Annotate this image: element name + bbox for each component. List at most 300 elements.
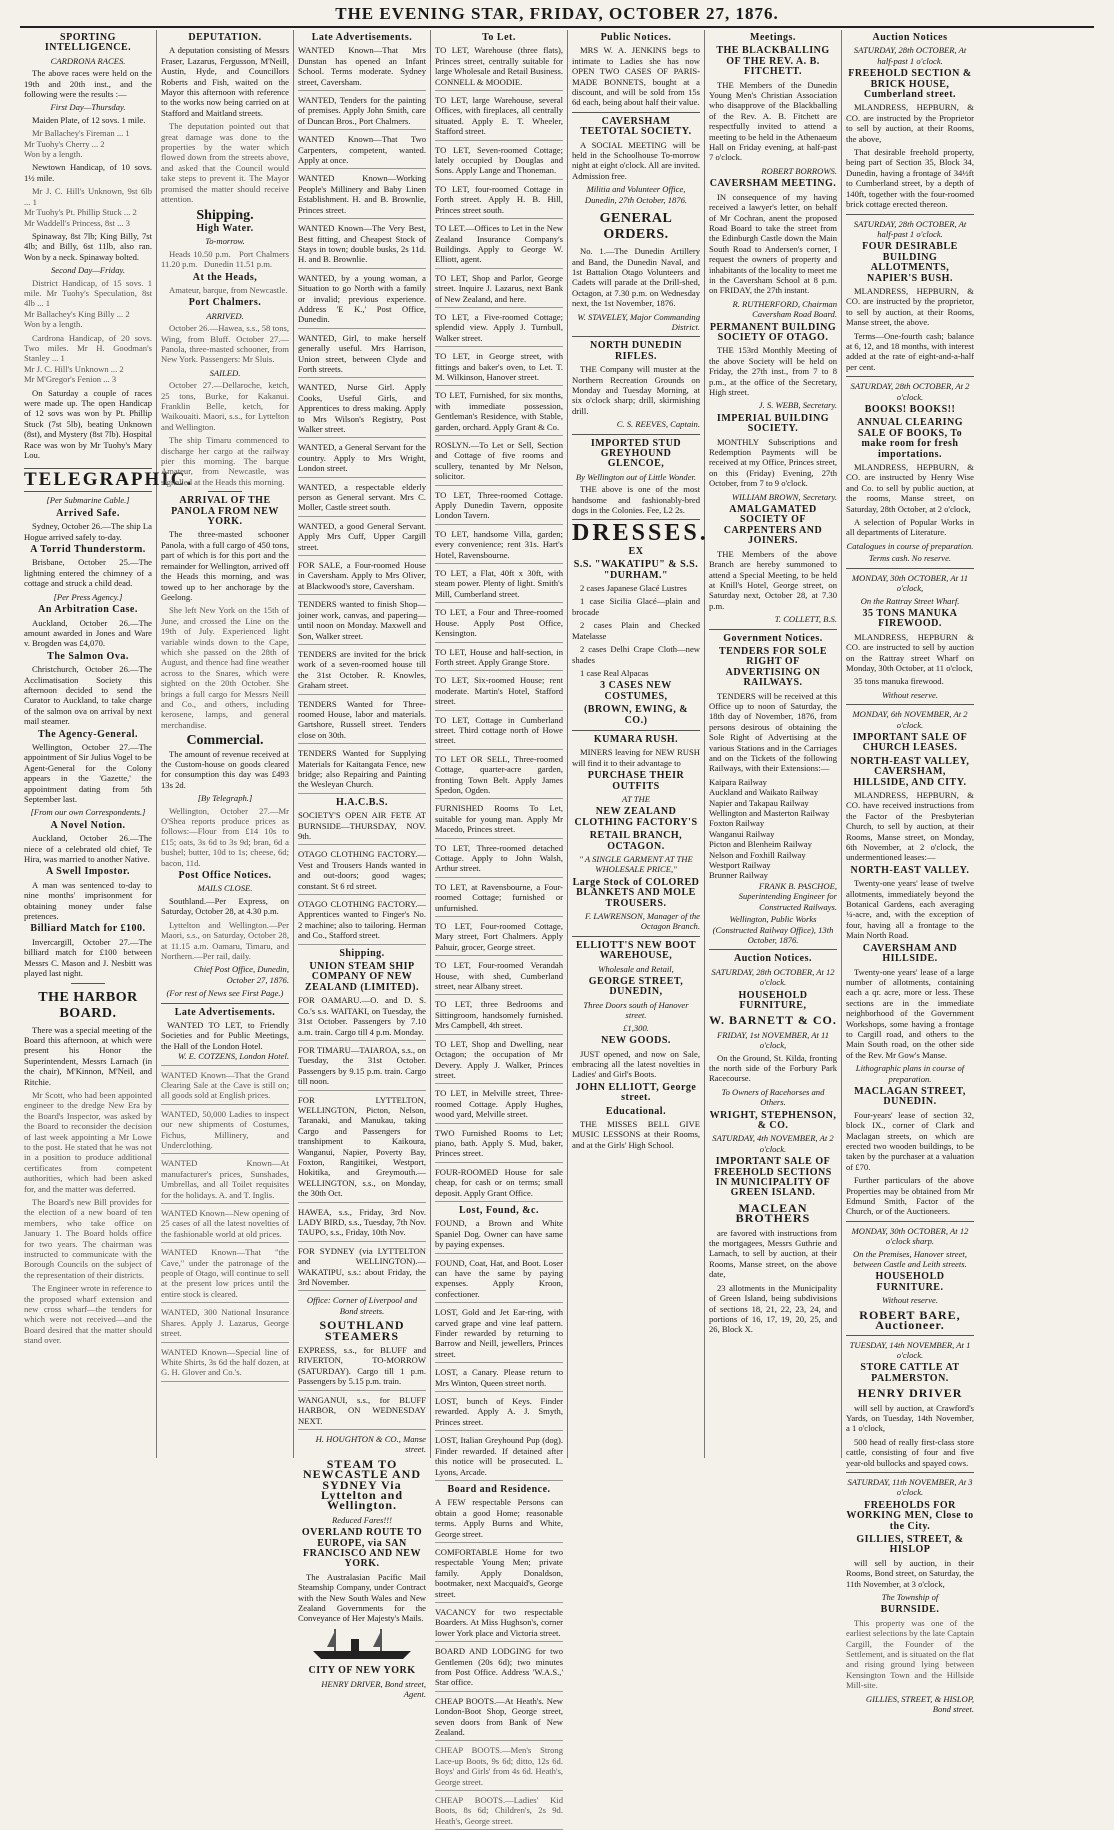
to-let-ad: TO LET, at Ravensbourne, a Four-roomed Cottage; furnished or unfurnished. — [435, 882, 563, 917]
auction-text: 23 allotments in the Municipality of Green Island, being subdivisions of sections 18, 21, 22, 23, 24, and portions of 16, 17, 19, 20, 25, and 26, Block X. — [709, 1282, 837, 1335]
news-text: Invercargill, October 27.—The billiard match for £100 between Messrs C. Mason and J. Nesbitt was played last night. — [24, 936, 152, 979]
board-ad: VACANCY for two respectable Boarders. At Miss Hughson's, corner lower York place and Victoria street. — [435, 1607, 563, 1642]
auction-date: FRIDAY, 1st NOVEMBER, At 11 o'clock, — [716, 1029, 830, 1051]
ad-signature: H. HOUGHTON & CO., Manse street. — [315, 1433, 426, 1455]
advertisement: SOCIETY'S OPEN AIR FETE AT BURNSIDE—THURSDAY, NOV. 9th. — [298, 810, 426, 845]
advertisement: WANTED, a good General Servant. Apply Mrs Cuff, Upper Cargill street. — [298, 521, 426, 556]
dresses-banner: DRESSES. — [572, 520, 709, 547]
divider — [208, 491, 242, 492]
auction-date: SATURDAY, 4th NOVEMBER, At 2 o'clock. — [712, 1133, 834, 1154]
column-7 — [842, 30, 978, 1715]
subheading: Port Chalmers. — [188, 297, 262, 309]
auction-subtitle: NORTH-EAST VALLEY. — [850, 864, 970, 876]
divider — [846, 1472, 974, 1473]
auction-text: Terms—One-fourth cash; balance at 6, 12, and 18 months, with interest added at the rate of eight-and-a-half per cent. — [846, 330, 974, 372]
to-let-ad: TWO Furnished Rooms to Let; piano, bath. Apply S. Mud, baker, Princes street. — [435, 1128, 563, 1163]
auction-note: Without reserve. — [881, 689, 938, 700]
newspaper-columns — [20, 30, 1094, 1826]
notice-text: A SOCIAL MEETING will be held in the Schoolhouse To-morrow night at eight o'clock. All are invited. Admission free. — [572, 139, 700, 181]
ship-names: S.S. "WAKATIPU" & S.S. "DURHAM." — [573, 559, 699, 581]
article-text: A deputation consisting of Messrs Fraser, Lazarus, Fergusson, M'Neill, Austin, Hyde, and Councillors Roberts and Fish, waited on the Mayor this afternoon with reference to the works now being carried on at Stafford and Maitland streets. — [161, 45, 289, 118]
column-3 — [294, 30, 431, 1700]
news-title: The Agency-General. — [37, 728, 139, 740]
race-entries: Mr J. C. Hill's Unknown, 9st 6lb ... 1 Mr Tuohy's Pt. Phillip Stuck ... 2 Mr Waddell's Princess, 8st ... 3 — [24, 186, 152, 228]
article-text: The Board's new Bill provides for the election of a new board of ten members, who take office on January 1. The Board holds office for two years. The chairman was instructed to communicate with the Borough Councils on the subject of the representation of their districts. — [24, 1197, 152, 1280]
railway-item: Picton and Blenheim Railway — [709, 839, 812, 850]
advertisement: WANTED Known—The Very Best, Best fitting, and Cheapest Stock of Stays in town; double busks, 2s 11d. H. and B. Brownlie. — [298, 223, 426, 269]
ad-text: EX — [628, 545, 644, 557]
ad-heading: GEORGE STREET, DUNEDIN, — [588, 976, 684, 998]
auction-text: MLANDRESS, HEPBURN, & CO. are instructed by the Proprietor to sell by auction, at their Rooms, the above, — [846, 102, 974, 144]
auction-date: MONDAY, 30th OCTOBER, At 12 o'clock sharp. — [851, 1225, 969, 1247]
advertisement: WANTED Known—Working People's Millinery and Baby Linen Establishment. H. and B. Brownlie, Princes street. — [298, 173, 426, 219]
ad-signature: W. E. COTZENS, London Hotel. — [178, 1051, 289, 1062]
ad-heading: KUMARA RUSH. — [593, 733, 679, 745]
article-text: Mr Scott, who had been appointed engineer to the dredge New Era by the Board's Inspector, was asked by the Board to reconsider the decision of last week appointing a Mr Lowe to the post. He stated that he was not in a position to produce additional certificates from competent authorities, which had been asked for, and the matter was deferred. — [24, 1089, 152, 1194]
news-title: ARRIVAL OF THE PANOLA FROM NEW YORK. — [171, 495, 279, 528]
auction-note: Lithographic plans in course of preparation. — [855, 1063, 965, 1084]
news-title: A Torrid Thunderstorm. — [30, 544, 146, 556]
auction-text: MLANDRESS, HEPBURN, & CO. have received instructions from the Factor of the Presbyterian Church, to sell by auction, at their Rooms, Manse street, on Monday, 6th November, at 2 o'clock, the undermentioned leases:— — [846, 790, 974, 863]
auction-title: ANNUAL CLEARING SALE OF BOOKS, To make room for fresh importations. — [856, 417, 964, 460]
notice-text: MRS W. A. JENKINS begs to intimate to Ladies she has now OPEN TWO CASES OF PARIS-MADE BONNETS, bought at a discount, and will be sold from 15s 6d each, being about half their value. — [572, 45, 700, 108]
notice-title: IMPERIAL BUILDING SOCIETY. — [716, 412, 830, 435]
signature: FRANK B. PASCHOE, Superintending Engineer for Constructed Railways. — [738, 880, 837, 912]
race-result: Newtown Handicap, of 10 sovs. 1½ mile. — [24, 162, 152, 183]
ad-text: The Australasian Pacific Mail Steamship Company, under Contract with the New South Wales and New Zealand Governments for the Conveyance of Her Majesty's Mails. — [298, 1571, 426, 1624]
auction-title: BURNSIDE. — [880, 1604, 940, 1616]
goods-item: 1 case Real Alpacas — [580, 667, 649, 678]
auction-date: SATURDAY, 28th OCTOBER, At 12 o'clock. — [711, 966, 835, 988]
article-text: The amount of revenue received at the Custom-house on goods cleared for consumption this day was £493 13s 2d. — [161, 748, 289, 790]
to-let-ad: TO LET, large Warehouse, several Offices, with fireplaces, all centrally situated. Apply E. T. Wheeler, Stafford street. — [435, 95, 563, 141]
ad-heading: NEW ZEALAND CLOTHING FACTORY'S — [574, 806, 698, 828]
news-title: Billiard Match for £100. — [30, 923, 146, 935]
to-let-ad: TO LET, House and half-section, in Forth street. Apply Grange Store. — [435, 647, 563, 672]
auction-text: 35 tons manuka firewood. — [854, 676, 944, 687]
to-let-ad: TO LET, Four-roomed Cottage, Mary street, Fort Chalmers. Apply Pahuir, grocer, George street. — [435, 921, 563, 956]
auction-note: Terms cash. No reserve. — [868, 553, 952, 564]
advertisement: CHEAP BOOTS.—At Heath's. New London-Boot Shop, George street, seven doors from Bank of New Zealand. — [435, 1696, 563, 1742]
divider — [572, 730, 700, 731]
voyage-notice: FOR TIMARU—TAIAROA, s.s., on Tuesday, the 31st October. Passengers by 9.15 p.m. train. Cargo till noon. — [298, 1045, 426, 1091]
news-text: Auckland, October 26.—The amount awarded in Jones and Ware v. Brogden was £4,070. — [24, 617, 152, 649]
advertisement: WANTED Known—That Two Carpenters, competent, wanted. Apply at once. — [298, 134, 426, 169]
ad-heading: RETAIL BRANCH, OCTAGON. — [589, 830, 683, 852]
notice-title: GENERAL ORDERS. — [599, 211, 673, 243]
advertisement: TENDERS Wanted for Supplying Materials for Kaitangata Fence, new bridge; also Repairing and Painting the Wesleyan Church. — [298, 748, 426, 794]
auction-date: MONDAY, 6th NOVEMBER, At 2 o'clock. — [852, 709, 968, 730]
ad-heading: STEAM TO NEWCASTLE AND SYDNEY Via Lyttelton and Wellington. — [302, 1456, 422, 1513]
advertisement: CHEAP BOOTS.—Ladies' Kid Boots, 8s 6d; Children's, 2s 9d. Heath's, George street. — [435, 1795, 563, 1830]
to-let-ad: TO LET, Cottage in Cumberland street. Third cottage north of Howe street. — [435, 715, 563, 750]
advertisement — [161, 1020, 289, 1066]
auction-title: IMPORTANT SALE OF FREEHOLD SECTIONS IN MUNICIPALITY OF GREEN ISLAND. — [714, 1156, 832, 1199]
advertisement: WANTED Known—Special line of White Shirts, 3s 6d the half dozen, at G. H. Glover and Co.'s. — [161, 1347, 289, 1382]
voyage-notice: HAWEA, s.s., Friday, 3rd Nov. LADY BIRD, s.s., Tuesday, 7th Nov. TAUPO, s.s., Friday, 10th Nov. — [298, 1207, 426, 1242]
subheading: [From our own Correspondents.] — [30, 807, 146, 818]
subheading: High Water. — [196, 222, 254, 234]
to-let-ad: TO LET, four-roomed Cottage in Forth street. Apply H. B. Hill, Princes street south. — [435, 184, 563, 219]
auction-text: On the Ground, St. Kilda, fronting the north side of the Forbury Park Racecourse. — [709, 1052, 837, 1084]
article-text: Wellington, October 27.—Mr O'Shea reports produce prices as follows:—Flour from £14 10s to £15; oats, 3s 6d to 3s 9d; bran, 6d a bushel; butter, 10d to 1s; cheese, 6d; bacon, 11d. — [161, 805, 289, 868]
advertisement: WANTED, 300 National Insurance Shares. Apply J. Lazarus, George street. — [161, 1307, 289, 1342]
auction-text: MLANDRESS, HEPBURN, & CO. are instructed by the proprietor, to sell by auction, at their Rooms, Manse street, the above. — [846, 285, 974, 328]
advertisement: WANTED Known—That the Grand Clearing Sale at the Cave is still on; all goods sold at English prices. — [161, 1070, 289, 1105]
ad-heading: 3 CASES NEW COSTUMES, — [600, 680, 672, 702]
auction-title: NORTH-EAST VALLEY, CAVERSHAM, HILLSIDE, AND CITY. — [850, 755, 970, 788]
lost-found-ad: LOST, a Canary. Please return to Mrs Winton, Queen street north. — [435, 1367, 563, 1392]
steamship-illustration — [298, 1627, 426, 1663]
advertisement: WANTED Known—New opening of 25 cases of all the latest novelties of the fashionable world at old prices. — [161, 1208, 289, 1243]
railway-item: Auckland and Waikato Railway — [709, 787, 819, 798]
ad-text: £1,300. — [623, 1022, 649, 1033]
notice-text: THE Company will muster at the Northern Recreation Grounds on Monday and Tuesday Morning, at six o'clock sharp; drill, skirmishing drill. — [572, 364, 700, 416]
section-heading: Government Notices. — [723, 632, 823, 644]
section-heading: DEPUTATION. — [188, 32, 262, 43]
news-title: Arrived Safe. — [56, 507, 120, 519]
divider — [572, 936, 700, 937]
auction-title: STORE CATTLE AT PALMERSTON. — [860, 1362, 960, 1384]
news-title: A Novel Notion. — [50, 819, 126, 831]
railway-item: Wanganui Railway — [709, 828, 775, 839]
article-text: There was a special meeting of the Board this afternoon, at which were present his Honor the Superintendent, Messrs Larnach (in the chair), M'Kinnon, M'Neil, and Ritchie. — [24, 1024, 152, 1087]
divider — [846, 1335, 974, 1336]
lost-found-ad: FOUND, a Brown and White Spaniel Dog. Owner can have same by paying expenses. — [435, 1218, 563, 1253]
divider — [161, 1003, 289, 1004]
column-4 — [431, 30, 568, 1826]
auction-date: MONDAY, 30th OCTOBER, At 11 o'clock, — [851, 572, 969, 594]
auction-subtitle: To Owners of Racehorses and Others. — [721, 1086, 825, 1108]
advertisement: WANTED, by a young woman, a Situation to go North with a family or invalid; previous experience. Address 'E K.,' Post Office, Dunedin. — [298, 273, 426, 329]
ad-text: AT THE — [622, 793, 650, 804]
auctioneer-name: ROBERT BARE, Auctioneer. — [859, 1307, 961, 1333]
auctioneer-name: HENRY DRIVER — [857, 1386, 963, 1401]
news-text: Christchurch, October 26.—The Acclimatisation Society this afternoon decided to send the Curator to Auckland, to take charge of the salmon ova on arrival by next mail steamer. — [24, 664, 152, 727]
article-text: The above races were held on the 19th and 20th inst., and the following were the results :— — [24, 68, 152, 100]
signature: Chief Post Office, Dunedin, October 27, 1876. — [193, 964, 289, 985]
news-title: A Swell Impostor. — [46, 866, 130, 878]
auction-date: SATURDAY, 28th OCTOBER, At half-past 1 o'clock. — [853, 218, 967, 239]
to-let-ad: TO LET, Six-roomed House; rent moderate. Martin's Hotel, Stafford street. — [435, 675, 563, 710]
ad-text: WANTED TO LET, to Friendly Societies and for Public Meetings, the Hall of the London Hotel. — [161, 1019, 289, 1051]
auction-location: On the Rattray Street Wharf. — [860, 595, 960, 606]
to-let-ad: TO LET.—Offices to Let in the New Zealand Insurance Company's Buildings. Apply to George W. Elliott, agent. — [435, 223, 563, 269]
signature: W. STAVELEY, Major Commanding District. — [577, 311, 700, 332]
section-heading: Public Notices. — [600, 32, 672, 43]
advertisement: WANTED, Girl, to make herself generally useful. Mrs Harrison, Union street, between Clyde and Forth streets. — [298, 333, 426, 379]
notice-title: CAVERSHAM MEETING. — [709, 178, 837, 190]
tide-table: Heads 10.50 p.m. Port Chalmers 11.20 p.m. Dunedin 11.51 p.m. — [161, 248, 289, 270]
advertisement: TENDERS are invited for the brick work of a seven-roomed house till the 31st October. R. Knowles, Graham street. — [298, 649, 426, 695]
to-let-ad: TO LET, Three-roomed Cottage. Apply Dunedin Tavern, opposite London Tavern. — [435, 490, 563, 525]
goods-item: 2 cases Plain and Checked Matelasse — [572, 620, 700, 641]
notice-subtitle: Militia and Volunteer Office, Dunedin, 27th October, 1876. — [584, 184, 688, 205]
article-text: Lyttelton and Wellington.—Per Maori, s.s., on Saturday, October 28, at 11.15 a.m. Oamaru, Timaru, and Northern.—Per rail, daily. — [161, 919, 289, 961]
advertisement: TENDERS wanted to finish Shop—joiner work, canvas, and papering—until noon on Monday. Maxwell and Son, Walker street. — [298, 599, 426, 645]
railway-list — [709, 777, 837, 881]
auction-title: FREEHOLD SECTION & BRICK HOUSE, Cumberland street. — [848, 68, 972, 101]
notice-title: TENDERS FOR SOLE RIGHT OF ADVERTISING ON RAILWAYS. — [718, 645, 828, 689]
to-let-ad: TO LET, a Four and Three-roomed House. Apply Post Office, Kensington. — [435, 607, 563, 642]
to-let-ad: TO LET, Four-roomed Verandah House, with shed, Cumberland street, near Albany street. — [435, 960, 563, 995]
signature: C. S. REEVES, Captain. — [616, 419, 700, 430]
auction-title: 35 TONS MANUKA FIREWOOD. — [862, 607, 958, 630]
notice-text: THE MISSES BELL GIVE MUSIC LESSONS at their Rooms, and at the Girls' High School. — [572, 1118, 700, 1150]
news-title: The Salmon Ova. — [47, 650, 129, 662]
advertisement: WANTED Known—That Mrs Dunstan has opened an Infant School. Terms moderate. Sydney street, Caversham. — [298, 45, 426, 91]
railway-item: Napier and Takapau Railway — [709, 797, 809, 808]
advertisement: OTAGO CLOTHING FACTORY.—Vest and Trousers Hands wanted in and out-doors; good wages; constant. St 6 rd street. — [298, 849, 426, 895]
advertisement: OTAGO CLOTHING FACTORY.—Apprentices wanted to Finger's No. 2 machine; also to tailoring. Herman and Co., Stafford street. — [298, 899, 426, 945]
auction-note: Without reserve. — [881, 1295, 938, 1306]
divider — [709, 949, 837, 950]
auction-text: This property was one of the earliest selections by the late Captain Cargill, the Founder of the Settlement, and is situated on the flat and rising ground lying between Kensington Town and the Hillside Mill-site. — [846, 1617, 974, 1691]
article-text: October 26.—Hawea, s.s., 58 tons, Wing, from Bluff. October 27.—Panola, three-masted schooner, from New York. Passengers: Mr Sluis. — [161, 323, 289, 365]
railway-item: Westport Railway — [709, 860, 771, 871]
article-text: Amateur, barque, from Newcastle. — [169, 284, 288, 295]
to-let-ad: FOUR-ROOMED House for sale cheap, for cash or on terms; small deposit. Apply Grant Office. — [435, 1167, 563, 1202]
auction-text: MLANDRESS, HEPBURN & CO. are instructed to sell by auction on the Rattray street Wharf on Monday, 30th October, at 11 o'clock, — [846, 631, 974, 673]
section-heading: Shipping. — [339, 947, 385, 959]
auction-text: Twenty-one years' lease of a large number of allotments, containing each a qr. acre, more or less. These sections are in the immediate neighborhood of the Government Workshops, some having a frontage to Cargill road, and others to the Main South road, on the other side of the Rev. Mr Gow's Manse. — [846, 966, 974, 1060]
news-title: Post Office Notices. — [178, 870, 272, 882]
notice-title: NORTH DUNEDIN RIFLES. — [590, 340, 682, 362]
to-let-ad: TO LET OR SELL, Three-roomed Cottage, quarter-acre garden, fronting Town Belt. Apply James Spedon, Ogden. — [435, 754, 563, 800]
article-text: The deputation pointed out that great damage was done to the properties by the water which flowed down from the streets above, and asked that the Council would take steps to prevent it. The Mayor promised the matter should receive attention. — [161, 121, 289, 205]
auction-title: IMPORTANT SALE OF CHURCH LEASES. — [852, 731, 968, 754]
goods-item: 2 cases Delhi Crape Cloth—new shades — [572, 644, 700, 665]
article-text: The ship Timaru commenced to discharge her cargo at the railway pier this morning. The barque Amateur, from Newcastle, was signalled at the Heads this morning. — [161, 435, 289, 487]
divider — [846, 704, 974, 705]
article-text: She left New York on the 15th of June, and crossed the Line on the 19th of July. Experienced light variable winds down to the Cape, which she passed on the 28th of August, and thence had fine weather across to the Snares, which were sighted on the 20th October. She brings a full cargo for Messrs Neill and Co., and others, including kerosene, lamps, and general merchandise. — [161, 605, 289, 730]
ad-signature: F. LAWRENSON, Manager of the Octagon Branch. — [584, 911, 700, 932]
divider — [846, 214, 974, 215]
advertisement: WANTED Known—That "the Cave," under the patronage of the people of Otago, will continue to sell at the present low prices until the entire stock is cleared. — [161, 1247, 289, 1303]
signature: J. S. WEBB, Secretary. — [758, 400, 837, 411]
column-5 — [568, 30, 709, 1458]
ad-signature: JOHN ELLIOTT, George street. — [575, 1081, 697, 1104]
ad-heading: PURCHASE THEIR OUTFITS — [587, 770, 685, 792]
ad-text: Wholesale and Retail, — [598, 963, 674, 974]
auction-title: FOUR DESIRABLE BUILDING ALLOTMENTS, NAPIER'S BUSH. — [862, 241, 958, 284]
to-let-ad: TO LET, a Flat, 40ft x 30ft, with steam power. Plenty of light. Smith's Mill, Cumberland street. — [435, 568, 563, 603]
advertisement: CHEAP BOOTS.—Men's Strong Lace-up Boots, 9s 6d; ditto, 12s 6d. Boys' and Girls' from 4s 6d. Heath's, George street. — [435, 1745, 563, 1791]
notice-title: THE BLACKBALLING OF THE REV. A. B. FITCHETT. — [716, 45, 830, 78]
board-ad: BOARD AND LODGING for two Gentlemen (20s 6d); two minutes from Post Office. Address 'W.A.S.,' Star office. — [435, 1646, 563, 1692]
auction-text: MLANDRESS, HEPBURN, & CO. are instructed by Henry Wise and Co. to sell by public auction, at the rooms, Manse street, on Saturday, 28th October, at 2 o'clock, — [846, 462, 974, 514]
divider — [846, 1221, 974, 1222]
lost-found-ad: LOST, bunch of Keys. Finder rewarded. Apply A. J. Smyth, Princes street. — [435, 1396, 563, 1431]
subheading: To-morrow. — [205, 236, 245, 247]
auction-text: That desirable freehold property, being part of Section 35, Block 34, Dunedin, having a frontage of 34½ft to Cumberland street, by a depth of 140ft, together with the four-roomed brick cottage erected thereon. — [846, 147, 974, 210]
subheading: At the Heads, — [192, 271, 258, 283]
note: (For rest of News see First Page.) — [166, 988, 284, 999]
race-entries: District Handicap, of 15 sovs. 1 mile. Mr Tuohy's Speculation, 8st 4lb ... 1 Mr Ballachey's King Billy ... 2 Won by a length. — [24, 277, 152, 330]
notice-text: THE 153rd Monthly Meeting of the above Society will be held on Friday, the 27th inst., from 7 to 8 p.m., at the office of the Secretary, High street. — [709, 345, 837, 397]
ad-text: " A SINGLE GARMENT AT THE WHOLESALE PRICE," — [579, 854, 693, 875]
to-let-ad: TO LET, three Bedrooms and Sittingroom, handsomely furnished. Mrs Campbell, 4th street. — [435, 999, 563, 1034]
newspaper-title: THE EVENING STAR, FRIDAY, OCTOBER 27, 1876. — [335, 4, 779, 23]
section-heading: Late Advertisements. — [174, 1006, 276, 1018]
signature: T. COLLETT, B.S. — [774, 614, 837, 625]
to-let-ad: TO LET, in Melville street, Three-roomed Cottage. Apply Hughes, wood yard, Melville street. — [435, 1088, 563, 1123]
shipping-heading: Shipping. — [196, 207, 254, 223]
ad-heading: H.A.C.B.S. — [336, 796, 388, 808]
divider — [572, 336, 700, 337]
subheading: SAILED. — [209, 367, 241, 378]
news-text: Auckland, October 26.—The niece of a celebrated old chief, Te Hira, was married to another Native. — [24, 833, 152, 865]
ad-heading: (BROWN, EWING, & CO.) — [583, 704, 689, 726]
lost-found-ad: LOST, Gold and Jet Ear-ring, with carved grape and vine leaf pattern. Finder rewarded by returning to Barrow and Neill, jewellers, Princes street. — [435, 1307, 563, 1363]
ad-heading: Large Stock of COLORED BLANKETS AND MOLE TROUSERS. — [572, 876, 700, 909]
column-1 — [20, 30, 194, 1458]
subheading: [Per Submarine Cable.] — [46, 495, 130, 506]
auctioneer-name: MACLEAN BROTHERS — [735, 1200, 811, 1226]
news-text: A man was sentenced to-day to nine months' imprisonment for obtaining money under false pretences. — [24, 879, 152, 922]
divider — [846, 376, 974, 377]
notice-text: TENDERS will be received at this Office up to noon of Saturday, the 18th day of November, 1876, from persons desirous of obtaining the Sole Right of Advertising at the various Stations and in the Carriages and on the Tickets of the following Railways, with their Extensions:— — [709, 690, 837, 774]
notice-text: MONTHLY Subscriptions and Redemption Payments will be received at my Office, Princes street, on this (Friday) Evening, 27th October, from 7 to 9 o'clock. — [709, 436, 837, 489]
auction-subtitle: MACLAGAN STREET, DUNEDIN. — [854, 1085, 966, 1108]
office-address: Office: Corner of Liverpool and Bond streets. — [306, 1295, 418, 1316]
ad-text: JUST opened, and now on Sale, embracing all the latest novelties in Ladies' and Girl's Boots. — [572, 1048, 700, 1080]
signature: R. RUTHERFORD, Chairman Caversham Road Board. — [732, 298, 837, 320]
board-ad: COMFORTABLE Home for two respectable Young Men; private family. Apply Donaldson, bootmaker, next Macquaid's, George street. — [435, 1547, 563, 1603]
advertisement: WANTED, Nurse Girl. Apply Cooks, Useful Girls, and Apprentices to dress making. Apply to Mrs Wilson's Registry, Post Walker street. — [298, 382, 426, 438]
article-title: CARDRONA RACES. — [50, 55, 126, 66]
auction-text: are favored with instructions from the mortgagees, Messrs Guthrie and Larnach, to sell by auction, at their Rooms, Manse street, on the above date, — [709, 1227, 837, 1280]
to-let-ad: TO LET, Three-roomed detached Cottage. Apply to John Walsh, Arthur street. — [435, 843, 563, 878]
auction-note: Catalogues in course of preparation. — [846, 540, 974, 551]
auction-text: A selection of Popular Works in all departments of Literature. — [846, 517, 974, 538]
news-title: An Arbitration Case. — [38, 604, 138, 616]
company-name: UNION STEAM SHIP COMPANY OF NEW ZEALAND (LIMITED). — [304, 961, 419, 993]
subheading: [By Telegraph.] — [197, 793, 253, 804]
auction-title: HOUSEHOLD FURNITURE, — [738, 989, 808, 1011]
advertisement: WANTED, a respectable elderly person as General servant. Mrs C. Moller, Castle street south. — [298, 482, 426, 517]
advertisement: WANTED, a General Servant for the country. Apply to Mrs Wright, London street. — [298, 442, 426, 477]
voyage-notice: FOR OAMARU.—O. and D. S. Co.'s s.s. WAITAKI, on Tuesday, the 31st October. Passengers by 7.10 a.m. train. Cargo till 4 p.m. Monday. — [298, 995, 426, 1041]
ad-text: MINERS leaving for NEW RUSH will find it to their advantage to — [572, 747, 700, 768]
advertisement: WANGANUI, s.s., for BLUFF HARBOR, ON WEDNESDAY NEXT. — [298, 1395, 426, 1430]
auction-text: Four-years' lease of section 32, block IX., corner of Clark and Maclagan streets, on which are erected two wooden buildings, to be taken by the purchaser at a valuation of £70. — [846, 1109, 974, 1172]
auction-subtitle: CAVERSHAM AND HILLSIDE. — [862, 942, 958, 965]
ad-text: Three Doors south of Hanover street. — [583, 999, 689, 1021]
notice-subtitle: Wellington, Public Works (Constructed Railway Office), 13th October, 1876. — [712, 914, 834, 945]
race-result: Maiden Plate, of 12 sovs. 1 mile. — [32, 114, 146, 125]
section-heading: Late Advertisements. — [311, 32, 413, 43]
auction-date: SATURDAY, 11th NOVEMBER, At 3 o'clock. — [847, 1476, 973, 1498]
advertisement: TENDERS Wanted for Three-roomed House, labor and materials. Gartshore, Russell street. Tenders close on 30th. — [298, 699, 426, 745]
race-entries: Cardrona Handicap, of 20 sovs. Two miles. Mr H. Goodman's Stanley ... 1 Mr J. C. Hill's Unknown ... 2 Mr M'Gregor's Fenion ... 3 — [24, 332, 152, 385]
to-let-ad: TO LET, Shop and Parlor, George street. Inquire J. Lazarus, next Bank of New Zealand, and here. — [435, 273, 563, 308]
column-2 — [157, 30, 294, 1458]
news-text: Sydney, October 26.—The ship La Hogue arrived safely to-day. — [24, 521, 152, 542]
railway-item: Wellington and Masterton Railway — [709, 808, 830, 819]
commercial-heading: Commercial. — [186, 733, 264, 749]
race-result: Spinaway, 8st 7lb; King Billy, 7st 4lb; and Billy, 6st 11lb, also ran. Won by a neck. Spinaway bolted. — [24, 230, 152, 262]
to-let-ad: TO LET, Shop and Dwelling, near Octagon; the occupation of Mr Devery. Apply J. Walker, Princes street. — [435, 1039, 563, 1085]
article-text: The Engineer wrote in reference to the proposed wharf extension and new cross wharf—the tenders for which were not received—and the Board desired that the matter should stand over. — [24, 1283, 153, 1346]
auction-text: will sell by auction, at Crawford's Yards, on Tuesday, 14th November, a 1 o'clock, — [846, 1402, 974, 1434]
auction-text: Further particulars of the above Properties may be obtained from Mr Edmund Smith, Factor of the Church, or of the Auctioneers. — [846, 1175, 974, 1217]
board-ad: A FEW respectable Persons can obtain a good Home; reasonable terms. Apply Burns and White, George street. — [435, 1497, 563, 1543]
divider — [572, 434, 700, 435]
lost-found-ad: FOUND, Coat, Hat, and Boot. Loser can have the same by paying expenses. Apply Kroon, confectioner. — [435, 1258, 563, 1304]
advertisement: WANTED, Tenders for the painting of premises. Apply John Smith, care of Duncan Bros., Port Chalmers. — [298, 95, 426, 130]
section-heading: To Let. — [482, 32, 516, 43]
advertisement: WANTED Known—At manufacturer's prices, Sunshades, Umbrellas, and all Toilet requisites for the holidays. A. and T. Inglis. — [161, 1158, 289, 1204]
article-text: October 27.—Dellaroche, ketch, 25 tons, Burke, for Kakanui. Franklin Belle, ketch, for Waikouaiti. Maori, s.s., for Lyttelton and Wellington. — [161, 380, 289, 432]
goods-list — [572, 583, 700, 678]
auction-note: The Township of — [881, 1592, 939, 1603]
subheading: First Day—Thursday. — [50, 102, 126, 113]
to-let-ad: TO LET, handsome Villa, garden; every convenience; rent 31s. Hart's Hotel, Ravensbourne. — [435, 529, 563, 564]
section-heading: Educational. — [605, 1105, 667, 1117]
railway-item: Nelson and Foxhill Railway — [709, 849, 806, 860]
signature: WILLIAM BROWN, Secretary. — [731, 491, 837, 502]
notice-text: THE Members of the Dunedin Young Men's Christian Association who disapprove of the Blackballing of the Rev. A. B. Fitchett are respectfully invited to attend a meeting to be held in the Athenaeum Hall on Friday evening, at half-past 7 o'clock. — [709, 79, 837, 163]
to-let-ad: TO LET, Seven-roomed Cottage; lately occupied by Douglas and Sons. Apply Lange and Thoneman. — [435, 145, 563, 180]
subheading: Second Day—Friday. — [51, 265, 125, 276]
notice-text: No. 1.—The Dunedin Artillery and Band, the Dunedin Naval, and 1st Battalion Otago Volunteers and Cadets will parade at the Drill-shed, Octagon, at 7.30 p.m. on Wednesday next, the 1st November, 1876. — [572, 246, 700, 309]
auction-date: TUESDAY, 14th NOVEMBER, At 1 o'clock. — [849, 1339, 971, 1360]
auction-date: SATURDAY, 28th OCTOBER, At half-past 1 o'clock. — [853, 45, 967, 66]
auctioneer-name: WRIGHT, STEPHENSON, & CO. — [709, 1109, 837, 1131]
section-heading: Auction Notices. — [734, 953, 812, 965]
to-let-ad: TO LET, in George street, with fittings and baker's oven, to Let. T. M. Wilkinson, Hanover street. — [435, 351, 563, 386]
voyage-notice: FOR SYDNEY (via LYTTELTON and WELLINGTON).—WAKATIPU, s.s.: about Friday, the 3rd November. — [298, 1246, 426, 1292]
advertisement: WANTED, 50,000 Ladies to inspect our new shipments of Costumes, Fichus, Millinery, and Underclothing. — [161, 1109, 289, 1155]
goods-item: 2 cases Japanese Glacé Lustres — [580, 583, 687, 594]
railway-item: Foxton Railway — [709, 818, 765, 829]
section-heading: THE HARBOR BOARD. — [38, 989, 138, 1021]
notice-title: CAVERSHAM TEETOTAL SOCIETY. — [580, 115, 692, 138]
divider — [846, 568, 974, 569]
notice-title: IMPORTED STUD GREYHOUND GLENCOE, — [590, 437, 682, 470]
section-heading: Board and Residence. — [447, 1483, 551, 1495]
steamship-icon — [307, 1627, 417, 1661]
section-heading: Lost, Found, &c. — [459, 1204, 539, 1216]
auction-location: On the Premises, Hanover street, between Castle and Leith streets. — [853, 1248, 967, 1270]
auction-text: Twenty-one years' lease of twelve allotments, immediately beyond the Botanical Gardens, each averaging ¼-acre, and, with the exception of four, having all a frontage to the Main North Road. — [846, 878, 974, 941]
ad-heading: SOUTHLAND STEAMERS — [319, 1318, 405, 1343]
subheading: Reduced Fares!!! — [331, 1514, 393, 1525]
article-text: The three-masted schooner Panola, with a full cargo of 450 tons, part of which is for this port and the remainder for Wellington, arrived off the Heads this morning, and was towed up to her anchorage by the Geelong. — [161, 529, 289, 602]
auction-date: SATURDAY, 28th OCTOBER, At 2 o'clock. — [850, 381, 970, 402]
section-heading: SPORTING INTELLIGENCE. — [44, 32, 132, 54]
railway-item: Brunner Railway — [709, 870, 768, 881]
divider — [71, 983, 105, 984]
ad-heading: ELLIOTT'S NEW BOOT WAREHOUSE, — [576, 939, 696, 962]
notice-text: THE above is one of the most handsome and fashionably-bred dogs in the Colonies. Fee, L2 2s. — [572, 484, 700, 516]
article-text: Southland.—Per Express, on Saturday, October 28, at 4.30 p.m. — [161, 895, 289, 917]
to-let-ad: FURNISHED Rooms To Let, suitable for young man. Apply Mr Macedo, Princes street. — [435, 803, 563, 838]
auction-title: HOUSEHOLD FURNITURE. — [875, 1271, 945, 1293]
section-heading: Auction Notices — [872, 32, 948, 43]
notice-title: PERMANENT BUILDING SOCIETY OF OTAGO. — [709, 321, 837, 343]
advertisement: EXPRESS, s.s., for BLUFF and RIVERTON, TO-MORROW (SATURDAY). Cargo till 1 p.m. Passengers by 5.15 p.m. train. — [298, 1345, 426, 1391]
goods-item: 1 case Sicilia Glacé—plain and brocade — [572, 596, 700, 617]
column-6 — [705, 30, 842, 1458]
news-text: Wellington, October 27.—The appointment of Sir Julius Vogel to be Agent-General for the Colony appears in the 'Gazette,' the appointment dating from 5th September last. — [24, 741, 152, 804]
subheading: [Per Press Agency.] — [53, 591, 123, 602]
signature: ROBERT BORROWS. — [761, 165, 837, 176]
section-heading: Meetings. — [750, 32, 796, 43]
notice-subtitle: By Wellington out of Little Wonder. — [575, 471, 697, 482]
to-let-ad: ROSLYN.—To Let or Sell, Section and Cottage of five rooms and scullery, tenanted by Mr Nelson, solicitor. — [435, 440, 563, 486]
